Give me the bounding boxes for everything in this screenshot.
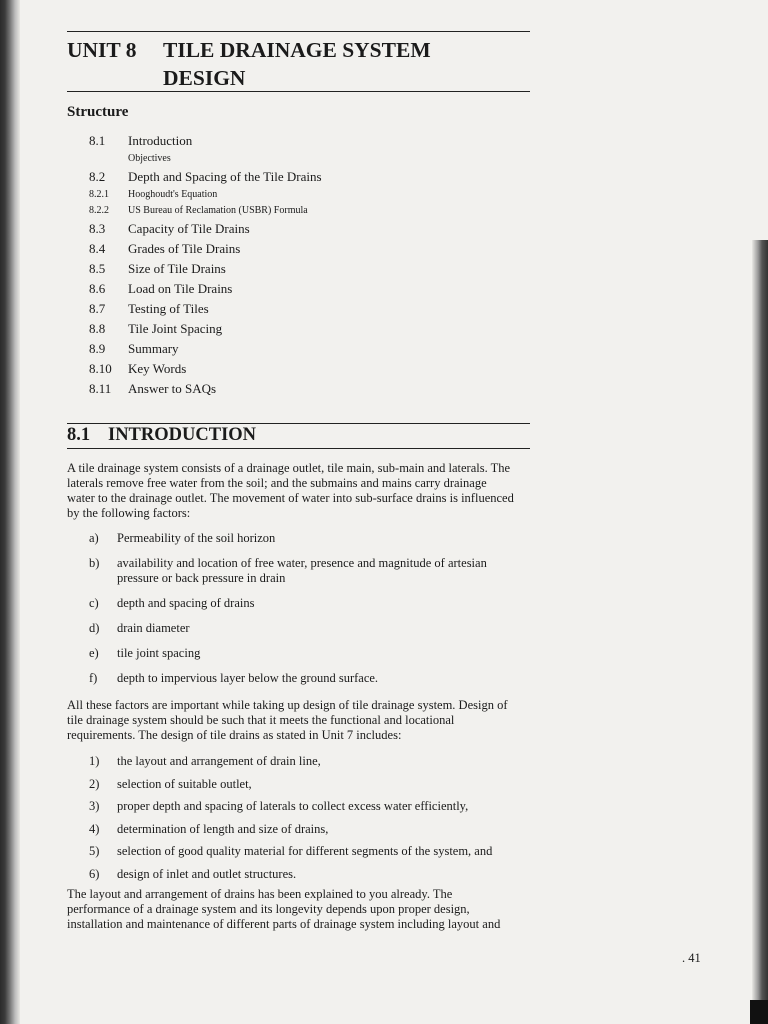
list-marker: c) (89, 596, 99, 610)
section-top-rule (67, 423, 530, 424)
design-item (89, 822, 509, 837)
factor-item (89, 646, 509, 661)
structure-item-label: Hooghoudt's Equation (128, 189, 218, 200)
list-marker: e) (89, 646, 99, 660)
structure-item-label: Capacity of Tile Drains (128, 221, 250, 236)
list-text: selection of good quality material for different segments of the system, and (117, 844, 493, 858)
structure-item-label: Summary (128, 341, 179, 356)
list-text: depth to impervious layer below the ground surface. (117, 671, 379, 685)
list-marker: 4) (89, 821, 100, 836)
structure-item (89, 279, 509, 299)
structure-item-number: 8.1 (89, 133, 106, 148)
structure-item-label: Load on Tile Drains (128, 281, 233, 296)
structure-item-number: 8.3 (89, 221, 106, 236)
structure-item-label: Depth and Spacing of the Tile Drains (128, 169, 322, 184)
list-text: proper depth and spacing of laterals to collect excess water efficiently, (117, 799, 469, 813)
factor-item (89, 556, 509, 586)
scan-edge-left (0, 0, 20, 1024)
structure-list (89, 131, 509, 399)
list-text: tile joint spacing (117, 646, 201, 660)
list-marker: d) (89, 621, 100, 635)
structure-item (89, 167, 509, 187)
factor-item (89, 671, 509, 686)
list-marker: 2) (89, 776, 100, 791)
structure-item (89, 259, 509, 279)
list-text: design of inlet and outlet structures. (117, 866, 297, 881)
structure-item-label: Answer to SAQs (128, 381, 217, 396)
unit-title-line2: DESIGN (163, 66, 246, 90)
design-item (89, 799, 509, 814)
unit-title-line1: TILE DRAINAGE SYSTEM (163, 38, 431, 62)
intro-paragraph: A tile drainage system consists of a drainage outlet, tile main, sub-main and laterals. The laterals remove free water from the soil; and the submains and mains carry drainage water to the drainage outlet. The movement of water into sub-surface drains is influenced by the following factors: (67, 461, 514, 520)
design-item (89, 844, 509, 859)
design-item (89, 867, 509, 882)
structure-subitem (89, 203, 509, 219)
list-text: drain diameter (117, 621, 190, 635)
list-marker: 3) (89, 799, 100, 813)
structure-subitem (89, 187, 509, 203)
section-bottom-rule (67, 448, 530, 449)
section-number: 8.1 (67, 425, 91, 445)
list-marker: 1) (89, 754, 100, 768)
structure-item (89, 379, 509, 399)
structure-item-number: 8.10 (89, 361, 112, 376)
scan-edge-right (752, 240, 768, 1000)
structure-item-label: Introduction (128, 133, 193, 148)
structure-item (89, 339, 509, 359)
list-text: depth and spacing of drains (117, 596, 255, 610)
unit-number: UNIT 8 (67, 38, 137, 62)
structure-item-number: 8.2.2 (89, 205, 109, 216)
list-text: availability and location of free water, presence and magnitude of artesian pressure or back pressure in drain (117, 556, 487, 585)
structure-item-number: 8.7 (89, 301, 106, 316)
section-heading (67, 425, 256, 446)
list-marker: b) (89, 556, 100, 570)
structure-item-label: Key Words (128, 361, 187, 376)
structure-item-label: US Bureau of Reclamation (USBR) Formula (128, 205, 308, 216)
structure-heading: Structure (67, 104, 129, 120)
structure-item-number: 8.9 (89, 341, 106, 356)
structure-item (89, 131, 509, 151)
list-marker: 6) (89, 866, 100, 881)
structure-item (89, 299, 509, 319)
list-text: the layout and arrangement of drain line, (117, 754, 321, 768)
structure-item (89, 359, 509, 379)
structure-item-label: Size of Tile Drains (128, 261, 226, 276)
unit-title (67, 36, 431, 92)
structure-item-label: Grades of Tile Drains (128, 241, 241, 256)
layout-paragraph: The layout and arrangement of drains has been explained to you already. The performance of a drainage system and its longevity depends upon proper design, installation and maintenance of different parts of drainage system including layout and (67, 887, 501, 931)
structure-item-label: Testing of Tiles (128, 301, 209, 316)
design-item (89, 777, 509, 792)
title-bottom-rule (67, 91, 530, 92)
structure-item-label: Tile Joint Spacing (128, 321, 223, 336)
list-text: determination of length and size of drains, (117, 821, 329, 836)
structure-item-number: 8.8 (89, 321, 106, 336)
structure-item (89, 319, 509, 339)
structure-item-number: 8.6 (89, 281, 106, 296)
design-paragraph: All these factors are important while taking up design of tile drainage system. Design of tile drainage system should be such that it meets the functional and locational requirements. The design of tile drains as stated in Unit 7 includes: (67, 698, 508, 742)
structure-item-number: 8.2 (89, 169, 106, 184)
title-top-rule (67, 31, 530, 32)
section-title: INTRODUCTION (108, 425, 257, 445)
structure-item-number: 8.4 (89, 241, 106, 256)
factor-item (89, 621, 509, 636)
scan-corner-mark (750, 1000, 768, 1024)
list-marker: a) (89, 531, 99, 545)
list-text: selection of suitable outlet, (117, 776, 252, 791)
list-marker: f) (89, 671, 98, 685)
factors-list (89, 531, 509, 696)
structure-item-number: 8.5 (89, 261, 106, 276)
structure-item (89, 239, 509, 259)
design-item (89, 754, 509, 769)
list-text: Permeability of the soil horizon (117, 531, 276, 545)
factor-item (89, 596, 509, 611)
structure-item (89, 219, 509, 239)
list-marker: 5) (89, 844, 100, 858)
structure-objectives: Objectives (128, 153, 171, 164)
factor-item (89, 531, 509, 546)
page-number: . 41 (682, 951, 701, 965)
structure-item-number: 8.11 (89, 381, 112, 396)
design-list (89, 754, 509, 889)
structure-item-number: 8.2.1 (89, 189, 109, 200)
